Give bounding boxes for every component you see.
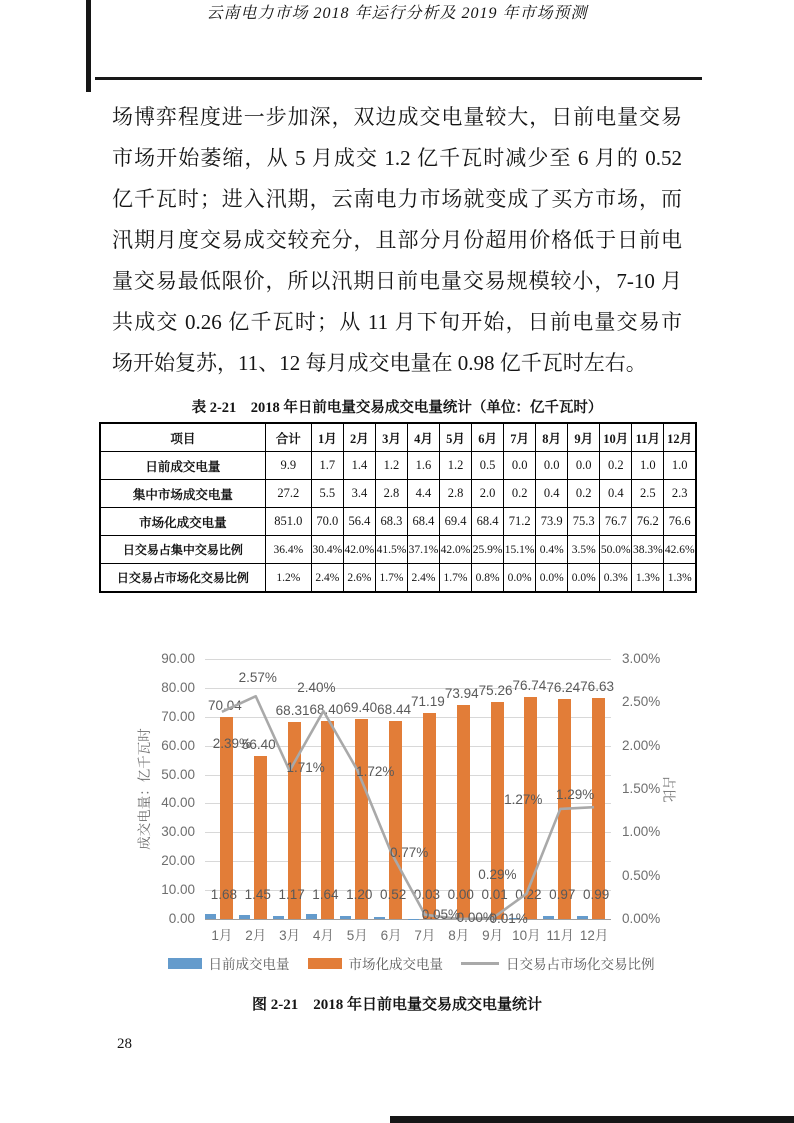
table-cell: 69.4 [440, 508, 472, 536]
line-point-label: 0.77% [389, 845, 429, 861]
x-axis-label: 8月 [448, 928, 470, 943]
table-cell: 42.6% [664, 536, 696, 564]
line-point-label: 2.57% [238, 670, 277, 686]
table-cell: 1.2 [440, 452, 472, 480]
header-rule [95, 77, 702, 80]
bar-marketized [558, 699, 571, 919]
table-cell: 2.4% [311, 564, 343, 593]
bar-label-day-ahead: 0.99 [582, 887, 610, 902]
right-axis-tick: 1.50% [622, 781, 661, 796]
bar-label-day-ahead: 1.64 [312, 887, 339, 902]
table-cell: 0.0% [504, 564, 536, 593]
table-header-cell: 6月 [472, 423, 504, 452]
bar-label-marketized: 68.44 [377, 702, 411, 718]
table-header-cell: 11月 [632, 423, 664, 452]
table-cell: 3.5% [568, 536, 600, 564]
table-cell: 1.0 [632, 452, 664, 480]
line-point-label: 0.29% [478, 866, 517, 882]
table-head [100, 423, 696, 452]
x-axis-label: 12月 [579, 928, 609, 943]
body-line: 量交易最低限价，所以汛期日前电量交易规模较小，7-10 月 [112, 269, 682, 293]
bar-day-ahead [205, 914, 216, 919]
table-cell: 0.0% [536, 564, 568, 593]
x-axis-label: 7月 [414, 928, 436, 943]
table-cell: 2.4% [407, 564, 439, 593]
body-line: 汛期月度交易成交较充分，且部分月份超用价格低于日前电 [112, 228, 682, 252]
table-cell: 25.9% [472, 536, 504, 564]
table-cell: 2.6% [343, 564, 375, 593]
table-cell: 2.3 [664, 480, 696, 508]
table-cell: 3.4 [343, 480, 375, 508]
bar-label-day-ahead: 1.17 [278, 887, 305, 902]
table-cell: 0.4% [536, 536, 568, 564]
table-cell: 0.8% [472, 564, 504, 593]
chart-figure [130, 650, 692, 982]
bar-day-ahead [543, 916, 554, 919]
table-cell: 76.6 [664, 508, 696, 536]
bar-marketized [524, 697, 537, 919]
legend-swatch-day-ahead-icon [168, 958, 202, 969]
table-cell: 75.3 [568, 508, 600, 536]
x-axis-label: 4月 [312, 928, 334, 943]
table-cell: 0.2 [568, 480, 600, 508]
bar-marketized [592, 698, 605, 919]
bar-day-ahead [239, 915, 250, 919]
table-cell: 1.7 [311, 452, 343, 480]
table-cell: 36.4% [265, 536, 311, 564]
table-header-cell: 合计 [265, 423, 311, 452]
right-axis-tick: 3.00% [622, 651, 661, 666]
table-row [100, 452, 696, 480]
table-cell: 1.3% [632, 564, 664, 593]
left-axis-tick: 0.00 [168, 911, 195, 926]
table-row-header-cell: 集中市场成交电量 [100, 480, 265, 508]
line-point-label: 0.00% [456, 910, 495, 925]
bar-label-day-ahead: 1.20 [346, 887, 373, 902]
left-axis-tick: 80.00 [161, 679, 195, 695]
table-header-cell: 5月 [440, 423, 472, 452]
table-header-cell: 4月 [407, 423, 439, 452]
scan-artifact-bottom [390, 1116, 794, 1123]
legend-item-day-ahead [168, 953, 290, 973]
table-cell: 1.2 [375, 452, 407, 480]
x-axis-label: 3月 [279, 928, 301, 943]
left-axis-tick: 90.00 [161, 651, 195, 666]
table-header-cell: 10月 [600, 423, 632, 452]
right-axis-tick: 0.00% [622, 911, 661, 926]
line-point-label: 1.72% [356, 763, 395, 779]
bar-label-day-ahead: 0.52 [379, 887, 407, 902]
table-row-header-cell: 日交易占市场化交易比例 [100, 564, 265, 593]
table-cell: 0.4 [600, 480, 632, 508]
legend-swatch-marketized-icon [308, 958, 342, 969]
table-cell: 2.0 [472, 480, 504, 508]
x-axis-label: 9月 [482, 928, 504, 943]
x-axis-label: 2月 [245, 928, 267, 943]
bar-label-marketized: 75.26 [478, 682, 513, 698]
body-text [112, 97, 682, 384]
line-point-label: 0.01% [489, 911, 528, 927]
figure-caption: 图 2-21 2018 年日前电量交易成交电量统计 [252, 997, 542, 1013]
table-cell: 1.7% [375, 564, 407, 593]
table-cell: 76.2 [632, 508, 664, 536]
table-header-cell: 1月 [311, 423, 343, 452]
bar-day-ahead [374, 917, 385, 919]
table-cell: 2.8 [440, 480, 472, 508]
line-point-label: 2.39% [212, 735, 252, 751]
x-axis-label: 6月 [380, 928, 402, 943]
table-cell: 9.9 [265, 452, 311, 480]
table-cell: 851.0 [265, 508, 311, 536]
bar-label-marketized: 56.40 [241, 737, 276, 753]
table-row-header-cell: 日交易占集中交易比例 [100, 536, 265, 564]
bar-label-day-ahead: 0.22 [515, 887, 542, 902]
table-cell: 1.6 [407, 452, 439, 480]
table-header-cell: 2月 [343, 423, 375, 452]
bar-label-marketized: 73.94 [444, 686, 479, 702]
table-cell: 1.3% [664, 564, 696, 593]
bar-day-ahead [273, 916, 284, 919]
right-axis-tick: 2.50% [622, 694, 661, 710]
line-point-label: 2.40% [297, 680, 336, 695]
left-axis-tick: 10.00 [161, 882, 195, 898]
table-cell: 37.1% [407, 536, 439, 564]
left-axis-tick: 40.00 [161, 795, 195, 811]
table-cell: 1.7% [440, 564, 472, 593]
table-cell: 76.7 [600, 508, 632, 536]
right-axis-tick: 1.00% [622, 824, 661, 840]
legend-label-day-ahead: 日前成交电量 [208, 957, 290, 972]
table-cell: 0.2 [504, 480, 536, 508]
table-body [100, 452, 696, 593]
bar-day-ahead [340, 916, 351, 919]
left-axis-tick: 50.00 [161, 766, 195, 782]
data-table [99, 422, 697, 593]
table-cell: 68.4 [472, 508, 504, 536]
legend-item-marketized [308, 953, 444, 973]
left-axis-tick: 30.00 [161, 824, 195, 840]
page-header-title: 云南电力市场 2018 年运行分析及 2019 年市场预测 [206, 5, 588, 22]
bar-label-day-ahead: 1.68 [210, 887, 238, 902]
body-line: 场开始复苏，11、12 每月成交电量在 0.98 亿千瓦时左右。 [112, 351, 647, 375]
x-axis-label: 1月 [211, 928, 233, 943]
table-cell: 38.3% [632, 536, 664, 564]
legend-label-marketized: 市场化成交电量 [348, 957, 443, 972]
x-axis-label: 11月 [546, 928, 574, 943]
bar-label-marketized: 71.19 [411, 694, 445, 710]
body-line: 场博弈程度进一步加深，双边成交电量较大，日前电量交易 [112, 105, 682, 129]
bar-label-marketized: 76.63 [580, 678, 614, 694]
chart-legend [130, 953, 692, 973]
bar-day-ahead [577, 916, 588, 919]
table-cell: 73.9 [536, 508, 568, 536]
table-cell: 30.4% [311, 536, 343, 564]
bar-label-marketized: 68.31 [275, 702, 310, 718]
data-table-wrap [99, 422, 697, 593]
gridline [205, 659, 611, 660]
table-cell: 0.0 [504, 452, 536, 480]
table-cell: 0.2 [600, 452, 632, 480]
body-line: 亿千瓦时；进入汛期，云南电力市场就变成了买方市场，而 [112, 187, 682, 211]
table-cell: 2.5 [632, 480, 664, 508]
bar-label-marketized: 68.40 [309, 702, 344, 718]
table-cell: 0.0 [536, 452, 568, 480]
body-line: 市场开始萎缩，从 5 月成交 1.2 亿千瓦时减少至 6 月的 0.52 [112, 146, 682, 170]
left-axis-tick: 60.00 [161, 737, 195, 753]
legend-label-ratio: 日交易占市场化交易比例 [506, 957, 655, 972]
table-cell: 27.2 [265, 480, 311, 508]
table-cell: 4.4 [407, 480, 439, 508]
table-cell: 71.2 [504, 508, 536, 536]
bar-label-day-ahead: 0.00 [447, 887, 474, 902]
table-header-cell: 12月 [664, 423, 696, 452]
bar-label-marketized: 76.74 [512, 678, 547, 694]
table-cell: 1.2% [265, 564, 311, 593]
right-axis-tick: 0.50% [622, 867, 661, 883]
bar-label-marketized: 70.04 [208, 697, 242, 713]
table-row-header-cell: 日前成交电量 [100, 452, 265, 480]
x-axis-label: 10月 [512, 928, 541, 943]
table-row-header-cell: 市场化成交电量 [100, 508, 265, 536]
bar-label-marketized: 69.40 [343, 699, 378, 715]
table-caption: 表 2-21 2018 年日前电量交易成交电量统计（单位：亿千瓦时） [191, 400, 603, 416]
bar-label-day-ahead: 0.03 [413, 887, 441, 902]
x-axis-label: 5月 [346, 928, 368, 943]
table-row [100, 480, 696, 508]
table-cell: 1.4 [343, 452, 375, 480]
table-cell: 1.0 [664, 452, 696, 480]
table-cell: 41.5% [375, 536, 407, 564]
table-cell: 42.0% [343, 536, 375, 564]
table-header-cell: 3月 [375, 423, 407, 452]
line-point-label: 1.71% [286, 759, 325, 775]
table-cell: 50.0% [600, 536, 632, 564]
table-row [100, 508, 696, 536]
table-cell: 0.0 [568, 452, 600, 480]
table-header-row [100, 423, 696, 452]
bar-label-day-ahead: 0.01 [481, 887, 508, 902]
line-point-label: 1.29% [555, 787, 595, 803]
left-axis-title: 成交电量：亿千瓦时 [137, 728, 152, 850]
table-cell: 15.1% [504, 536, 536, 564]
table-cell: 2.8 [375, 480, 407, 508]
legend-item-ratio [461, 953, 655, 973]
bar-day-ahead [306, 914, 317, 919]
table-cell: 68.4 [407, 508, 439, 536]
right-axis-tick: 2.00% [622, 737, 661, 753]
bar-label-day-ahead: 1.45 [244, 887, 271, 902]
bar-label-day-ahead: 0.97 [549, 887, 576, 902]
bar-label-marketized: 76.24 [546, 679, 581, 695]
table-header-cell: 9月 [568, 423, 600, 452]
table-cell: 70.0 [311, 508, 343, 536]
line-point-label: 1.27% [504, 791, 543, 807]
table-cell: 56.4 [343, 508, 375, 536]
right-axis-title: 占比 [661, 775, 676, 803]
table-header-cell: 8月 [536, 423, 568, 452]
table-cell: 0.4 [536, 480, 568, 508]
table-row [100, 564, 696, 593]
table-cell: 0.5 [472, 452, 504, 480]
page-number: 28 [117, 1036, 132, 1052]
left-axis-tick: 70.00 [161, 708, 195, 724]
table-cell: 42.0% [440, 536, 472, 564]
table-cell: 0.0% [568, 564, 600, 593]
table-cell: 0.3% [600, 564, 632, 593]
table-cell: 5.5 [311, 480, 343, 508]
body-line: 共成交 0.26 亿千瓦时；从 11 月下旬开始，日前电量交易市 [112, 310, 682, 334]
table-row [100, 536, 696, 564]
table-header-cell: 项目 [100, 423, 265, 452]
line-point-label: 0.05% [421, 906, 461, 922]
legend-swatch-ratio-line-icon [461, 962, 499, 965]
table-header-cell: 7月 [504, 423, 536, 452]
left-axis-tick: 20.00 [161, 853, 195, 869]
table-cell: 68.3 [375, 508, 407, 536]
